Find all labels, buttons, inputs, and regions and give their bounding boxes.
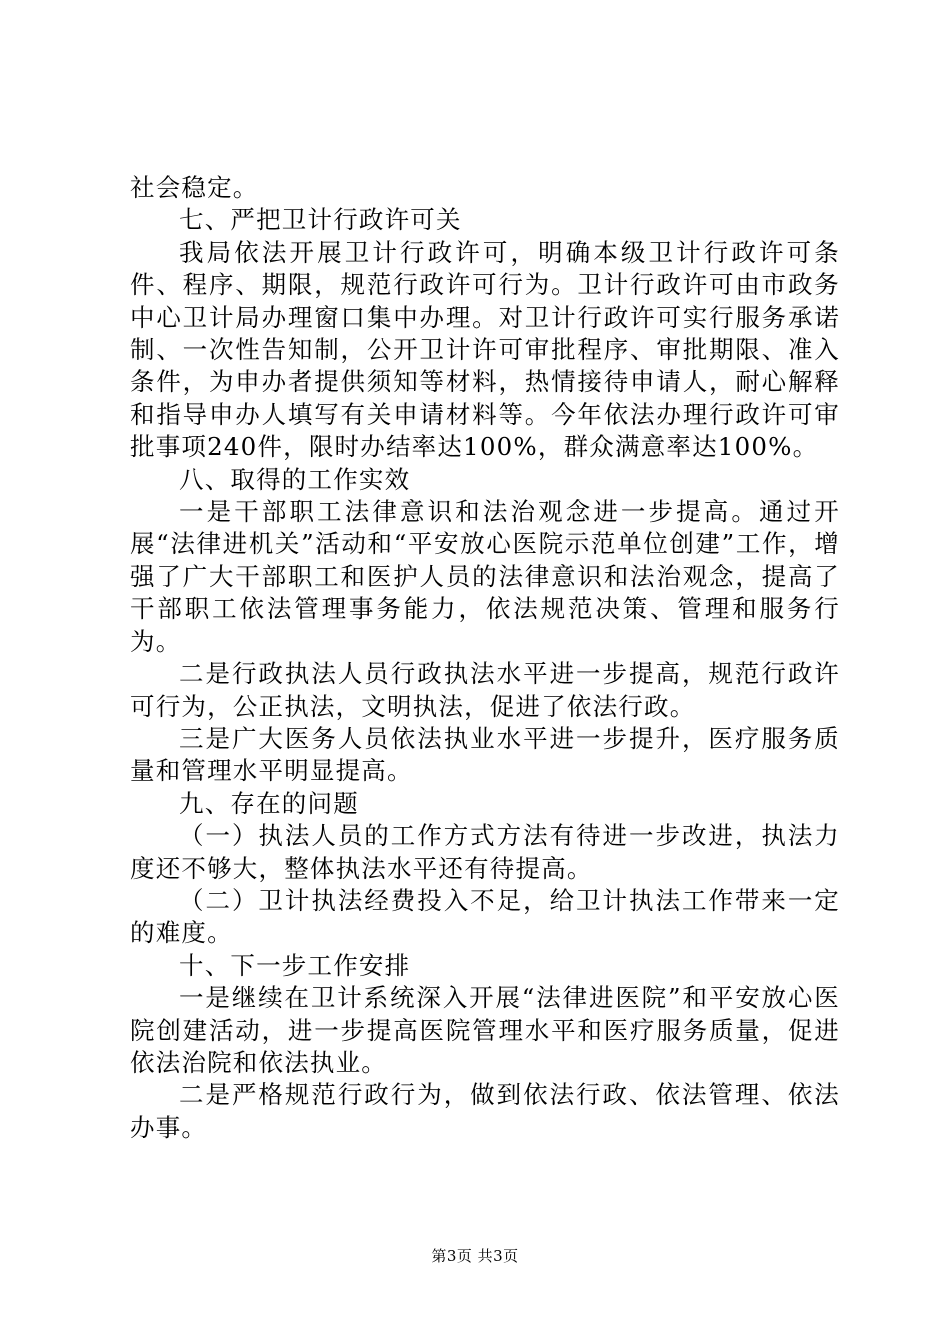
paragraph-result-1: 一是干部职工法律意识和法治观念进一步提高。通过开展“法律进机关”活动和“平安放心医院示范单位创建”工作，增强了广大干部职工和医护人员的法律意识和法治观念，提高了干部职工依法管理事务能力，依法规范决策、管理和服务行为。	[130, 497, 840, 656]
section-heading-9: 九、存在的问题	[179, 788, 359, 818]
paragraph-administrative-licensing: 我局依法开展卫计行政许可，明确本级卫计行政许可条件、程序、期限，规范行政许可行为。卫计行政许可由市政务中心卫计局办理窗口集中办理。对卫计行政许可实行服务承诺制、一次性告知制，公开卫计许可审批程序、审批期限、准入条件，为申办者提供须知等材料，热情接待申请人，耐心解释和指导申办人填写有关申请材料等。今年依法办理行政许可审批事项240件，限时办结率达100%，群众满意率达100%。	[130, 237, 840, 462]
paragraph-plan-1: 一是继续在卫计系统深入开展“法律进医院”和平安放心医院创建活动，进一步提高医院管理水平和医疗服务质量，促进依法治院和依法执业。	[130, 983, 840, 1077]
paragraph-problem-2: （二）卫计执法经费投入不足，给卫计执法工作带来一定的难度。	[130, 885, 840, 948]
paragraph-result-2: 二是行政执法人员行政执法水平进一步提高，规范行政许可行为，公正执法，文明执法，促进了依法行政。	[130, 659, 840, 721]
page-number-footer: 第3页 共3页	[431, 1247, 519, 1265]
section-heading-7: 七、严把卫计行政许可关	[179, 205, 462, 235]
section-heading-10: 十、下一步工作安排	[179, 950, 411, 980]
section-heading-8: 八、取得的工作实效	[179, 464, 411, 494]
paragraph-problem-1: （一）执法人员的工作方式方法有待进一步改进，执法力度还不够大，整体执法水平还有待提高。	[130, 821, 840, 883]
paragraph-plan-2: 二是严格规范行政行为，做到依法行政、依法管理、依法办事。	[130, 1080, 840, 1142]
paragraph-continuation: 社会稳定。	[130, 173, 259, 202]
paragraph-result-3: 三是广大医务人员依法执业水平进一步提升，医疗服务质量和管理水平明显提高。	[130, 723, 840, 786]
document-body	[130, 172, 840, 1144]
